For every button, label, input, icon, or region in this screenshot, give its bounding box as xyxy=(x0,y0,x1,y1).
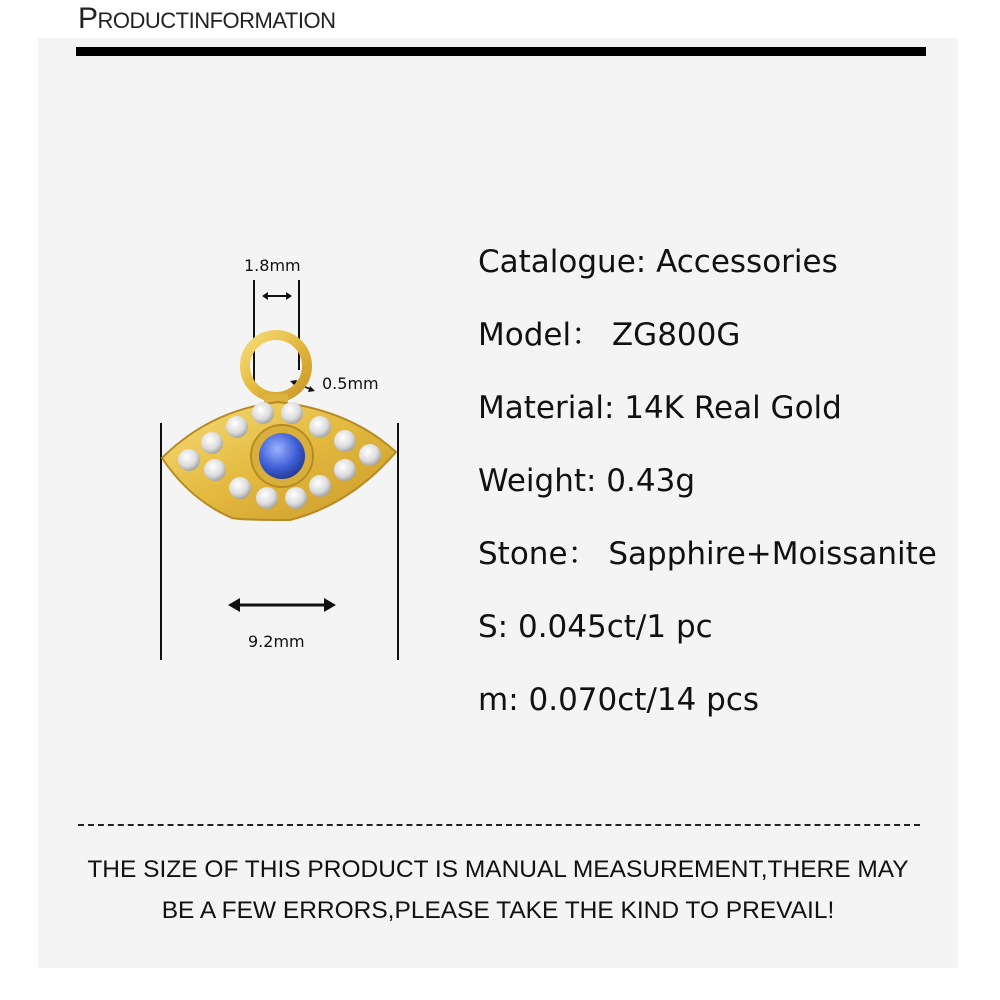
spec-sapphire-carat: S: 0.045ct/1 pc xyxy=(478,609,713,645)
spec-list xyxy=(478,240,937,751)
charm-width-arrow xyxy=(228,598,336,612)
disclaimer-line-1: THE SIZE OF THIS PRODUCT IS MANUAL MEASUREMENT,THERE MAY xyxy=(87,856,909,883)
bail-thickness-label: 0.5mm xyxy=(322,374,379,393)
bail-width-arrow xyxy=(262,292,292,300)
header-title-initial: P xyxy=(78,2,98,35)
charm-width-label: 9.2mm xyxy=(248,632,305,651)
dashed-divider xyxy=(78,824,920,826)
spec-model: Model： ZG800G xyxy=(478,317,741,353)
spec-material: Material: 14K Real Gold xyxy=(478,390,842,426)
spec-moissanite-carat: m: 0.070ct/14 pcs xyxy=(478,682,760,718)
spec-catalogue: Catalogue: Accessories xyxy=(478,244,838,280)
header-title-rest: RODUCTINFORMATION xyxy=(97,8,336,33)
spec-stone: Stone： Sapphire+Moissanite xyxy=(478,536,937,572)
disclaimer-line-2: BE A FEW ERRORS,PLEASE TAKE THE KIND TO PREVAIL! xyxy=(161,897,835,924)
spec-weight: Weight: 0.43g xyxy=(478,463,695,499)
bail-width-label: 1.8mm xyxy=(244,256,301,275)
sapphire-stone xyxy=(259,433,305,479)
